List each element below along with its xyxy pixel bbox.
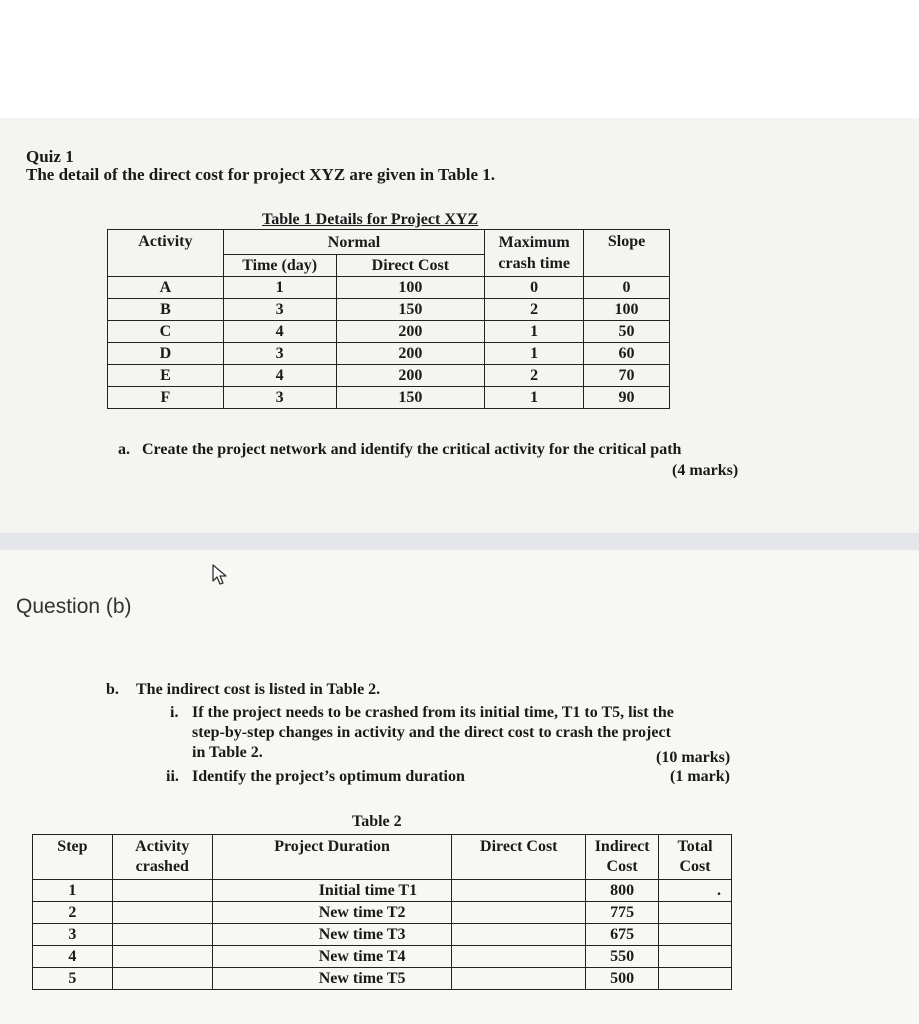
header-project-duration: Project Duration [212,835,452,880]
cell-slope: 50 [584,321,670,343]
cell-total[interactable] [659,968,732,990]
cell-activity: B [108,299,224,321]
part-a-text: Create the project network and identify the critical activity for the critical path [142,441,682,458]
cell-total[interactable] [659,924,732,946]
header-indirect-cost [586,835,659,880]
cell-step: 1 [33,880,113,902]
cell-time: 4 [223,321,336,343]
cell-total[interactable] [659,902,732,924]
cell-activity: C [108,321,224,343]
table-row [33,946,732,968]
header-activity-crashed-line2: crashed [135,858,189,875]
cell-crash: 2 [485,365,584,387]
cell-duration: New time T5 [212,968,452,990]
cell-indirect: 500 [586,968,659,990]
table-row [33,968,732,990]
cell-cost: 200 [336,343,485,365]
cell-indirect: 775 [586,902,659,924]
cell-slope: 0 [584,277,670,299]
cell-duration: New time T2 [212,902,452,924]
table-row [108,299,670,321]
cell-activity: E [108,365,224,387]
cell-step: 5 [33,968,113,990]
cell-total[interactable] [659,946,732,968]
part-b-ii-text: Identify the project’s optimum duration [192,768,465,785]
part-a-label: a. [118,441,130,458]
cell-crash: 2 [485,299,584,321]
cell-slope: 90 [584,387,670,409]
cell-cost: 100 [336,277,485,299]
table1-project-details [107,229,670,409]
cell-activity: D [108,343,224,365]
header-total-cost [659,835,732,880]
header-time: Time (day) [223,255,336,277]
cell-slope: 60 [584,343,670,365]
part-b-i-line3: in Table 2. [192,744,263,761]
cell-slope: 70 [584,365,670,387]
cell-duration: New time T4 [212,946,452,968]
part-b-i-label: i. [170,704,179,721]
cell-cost: 150 [336,299,485,321]
table-row [33,880,732,902]
part-a-marks: (4 marks) [672,462,739,479]
part-b-i-line1: If the project needs to be crashed from its initial time, T1 to T5, list the [192,704,674,721]
cell-activity-crashed[interactable] [112,968,212,990]
table-row [33,924,732,946]
cell-duration: New time T3 [212,924,452,946]
cell-direct-cost[interactable] [452,924,586,946]
header-max-crash-line1: Maximum [498,234,570,251]
cell-step: 2 [33,902,113,924]
header-indirect-line1: Indirect [594,838,650,855]
cell-indirect: 675 [586,924,659,946]
cell-duration: Initial time T1 [212,880,452,902]
cell-step: 4 [33,946,113,968]
header-slope: Slope [584,230,670,277]
quiz-title: Quiz 1 [26,147,74,166]
part-b-ii-marks: (1 mark) [670,768,730,785]
table2-caption: Table 2 [352,813,402,830]
cell-time: 3 [223,343,336,365]
header-max-crash [485,230,584,277]
table-row [108,343,670,365]
part-b-label: b. [106,681,119,698]
cell-cost: 200 [336,321,485,343]
cell-activity-crashed[interactable] [112,902,212,924]
part-b-ii-label: ii. [166,768,179,785]
table-row [108,321,670,343]
header-direct-cost: Direct Cost [336,255,485,277]
cell-time: 3 [223,299,336,321]
header-activity-crashed [112,835,212,880]
cell-direct-cost[interactable] [452,968,586,990]
question-b-heading: Question (b) [16,595,132,618]
cell-direct-cost[interactable] [452,946,586,968]
mouse-cursor-icon [211,563,233,587]
cell-time: 3 [223,387,336,409]
cell-total[interactable]: . [659,880,732,902]
cell-activity: A [108,277,224,299]
cell-time: 1 [223,277,336,299]
header-total-line2: Cost [679,858,711,875]
table1-caption: Table 1 Details for Project XYZ [262,211,479,228]
cell-crash: 1 [485,387,584,409]
cell-activity-crashed[interactable] [112,946,212,968]
sheet-divider [0,533,919,550]
header-activity-crashed-line1: Activity [135,838,190,855]
quiz-intro: The detail of the direct cost for project XYZ are given in Table 1. [26,165,496,184]
table-row [108,365,670,387]
cell-slope: 100 [584,299,670,321]
cell-activity-crashed[interactable] [112,924,212,946]
header-direct-cost: Direct Cost [452,835,586,880]
cell-time: 4 [223,365,336,387]
table-row [108,387,670,409]
header-step: Step [33,835,113,880]
part-b-text: The indirect cost is listed in Table 2. [136,681,381,698]
cell-crash: 0 [485,277,584,299]
cell-cost: 150 [336,387,485,409]
table2-crashing-steps [32,834,732,990]
part-b-i-line2: step-by-step changes in activity and the direct cost to crash the project [192,724,671,741]
cell-direct-cost[interactable] [452,880,586,902]
cell-crash: 1 [485,343,584,365]
header-activity: Activity [108,230,224,277]
table-row [33,902,732,924]
cell-crash: 1 [485,321,584,343]
cell-indirect: 550 [586,946,659,968]
header-max-crash-line2: crash time [498,255,570,272]
cell-step: 3 [33,924,113,946]
cell-activity-crashed[interactable] [112,880,212,902]
part-b-i-marks: (10 marks) [656,749,731,766]
table-row [108,277,670,299]
header-total-line1: Total [677,838,713,855]
cell-cost: 200 [336,365,485,387]
cell-direct-cost[interactable] [452,902,586,924]
header-indirect-line2: Cost [606,858,638,875]
header-normal: Normal [223,230,484,255]
cell-activity: F [108,387,224,409]
cell-indirect: 800 [586,880,659,902]
